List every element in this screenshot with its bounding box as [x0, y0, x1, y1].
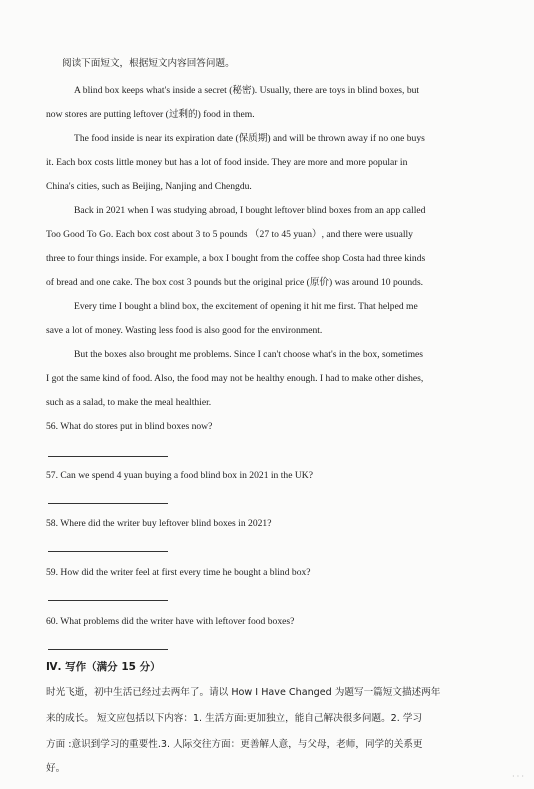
passage-p2-line2: it. Each box costs little money but has a lot of food inside. They are more and more popular in — [46, 157, 408, 168]
question-60: 60. What problems did the writer have with leftover food boxes? — [46, 616, 295, 627]
passage-p3-line3: three to four things inside. For example, a box I bought from the coffee shop Costa had three kinds — [46, 253, 426, 264]
passage-p5-line3: such as a salad, to make the meal healthier. — [46, 397, 212, 408]
writing-prompt-line3: 方面 :意识到学习的重要性.3. 人际交往方面：更善解人意，与父母，老师，同学的关系更 — [46, 739, 423, 750]
passage-p3-line1: Back in 2021 when I was studying abroad, I bought leftover blind boxes from an app called — [74, 205, 426, 216]
answer-line-60[interactable] — [48, 649, 168, 650]
passage-p1-line1: A blind box keeps what's inside a secret (秘密). Usually, there are toys in blind boxes, but — [74, 85, 420, 96]
writing-prompt-line1: 时光飞逝，初中生活已经过去两年了。请以 How I Have Changed 为题写一篇短文描述两年 — [46, 687, 441, 698]
passage-p4-line2: save a lot of money. Wasting less food is also good for the environment. — [46, 325, 323, 336]
passage-p2-line1: The food inside is near its expiration date (保质期) and will be thrown away if no one buys — [74, 133, 425, 144]
question-59: 59. How did the writer feel at first every time he bought a blind box? — [46, 567, 311, 578]
answer-line-57[interactable] — [48, 503, 168, 504]
reading-instruction: 阅读下面短文，根据短文内容回答问题。 — [62, 58, 235, 69]
passage-p2-line3: China's cities, such as Beijing, Nanjing and Chengdu. — [46, 181, 252, 192]
passage-p5-line2: I got the same kind of food. Also, the food may not be healthy enough. I had to make other dishes, — [46, 373, 424, 384]
writing-prompt-line2: 来的成长。 短文应包括以下内容：1. 生活方面:更加独立，能自己解决很多问题。2. 学习 — [46, 713, 423, 724]
answer-line-58[interactable] — [48, 551, 168, 552]
passage-p1-line2: now stores are putting leftover (过剩的) food in them. — [46, 109, 255, 120]
writing-prompt-line4: 好。 — [46, 763, 66, 774]
passage-p3-line4: of bread and one cake. The box cost 3 pounds but the original price (原价) was around 10 pounds. — [46, 277, 424, 288]
passage-p5-line1: But the boxes also brought me problems. Since I can't choose what's in the box, sometimes — [74, 349, 424, 360]
passage-p3-line2: Too Good To Go. Each box cost about 3 to 5 pounds （27 to 45 yuan）, and there were usually — [46, 229, 413, 240]
scan-speck: · · · — [512, 772, 524, 781]
question-57: 57. Can we spend 4 yuan buying a food blind box in 2021 in the UK? — [46, 470, 313, 481]
answer-line-59[interactable] — [48, 600, 168, 601]
writing-section-title: Ⅳ. 写作（满分 15 分） — [46, 661, 161, 673]
question-58: 58. Where did the writer buy leftover blind boxes in 2021? — [46, 518, 272, 529]
answer-line-56[interactable] — [48, 456, 168, 457]
question-56: 56. What do stores put in blind boxes now? — [46, 421, 213, 432]
passage-p4-line1: Every time I bought a blind box, the excitement of opening it hit me first. That helped me — [74, 301, 418, 312]
